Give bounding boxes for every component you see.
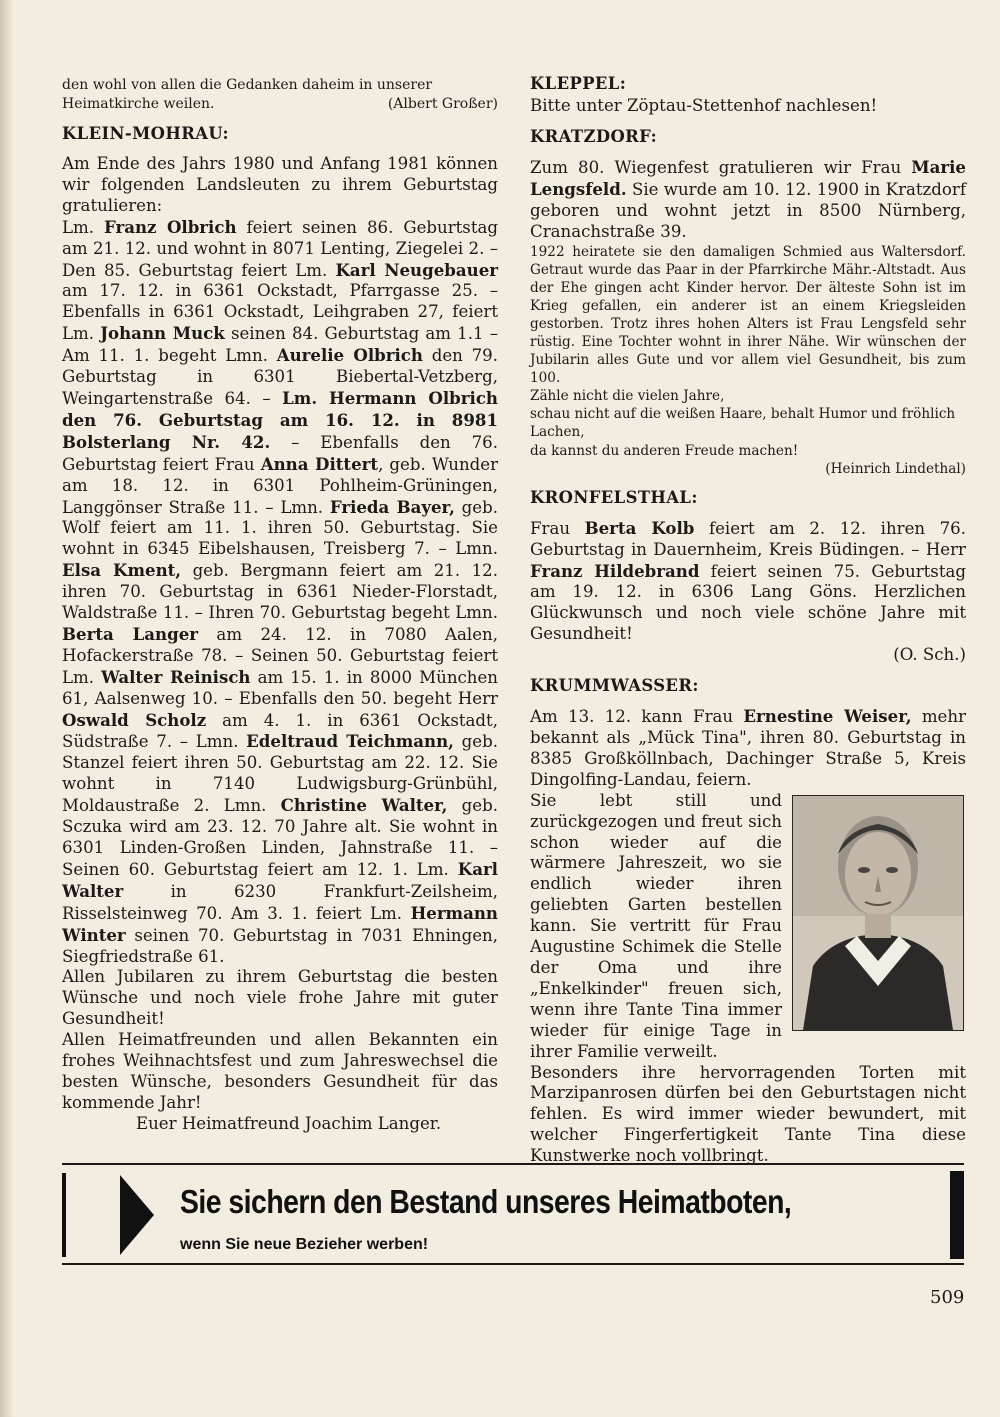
kratzdorf-story: 1922 heiratete sie den damaligen Schmied aus Waltersdorf. Getraut wurde das Paar in der Pfarrkirche Mähr.-Altstadt. Aus der Ehe gingen acht Kinder hervor. Der älteste Sohn ist im Krieg gefallen, ein anderer ist an einem Kriegsleiden gestorben. Trotz ihres hohen Alters ist Frau Lengsfeld sehr rüstig. Eine Tochter wohnt in ihrer Nähe. Wir wünschen der Jubilarin alles Gute und vor allem viel Gesundheit, bis zum 100. — [530, 243, 966, 387]
heading-klein-mohrau: KLEIN-MOHRAU: — [62, 124, 229, 143]
banner-left-bar — [62, 1173, 66, 1257]
left-column — [62, 76, 498, 1135]
subscriber-banner — [62, 1163, 964, 1265]
name-christine-walter: Christine Walter, — [280, 795, 448, 816]
intro-line: den wohl von allen die Gedanken daheim in unserer — [62, 77, 433, 93]
krummwasser-wrapped-text: Sie lebt still und zurückgezogen und freut sich schon wieder auf die wärmere Jahreszeit, wo sie endlich wieder ihren geliebten Garten bestellen kann. Sie vertritt für Frau Augustine Schimek die Stelle der Oma und ihre „Enkelkinder" freuen sich, wenn ihre Tante Tina immer wieder für einige Tage in ihrer Familie verweilt. — [530, 790, 782, 1061]
name-karl-walter: Karl Walter — [62, 858, 498, 901]
name-berta-langer: Berta Langer — [62, 623, 199, 644]
name-hermann-winter: Hermann Winter — [62, 902, 498, 945]
name-berta-kolb: Berta Kolb — [584, 517, 695, 538]
name-elsa-kment: Elsa Kment, — [62, 560, 182, 581]
poem-line-3: da kannst du anderen Freude machen! — [530, 442, 799, 459]
name-marie-lengsfeld: Marie Lengsfeld. — [530, 156, 966, 199]
portrait-photo — [792, 795, 964, 1031]
klein-mohrau-signature: Euer Heimatfreund Joachim Langer. — [136, 1113, 442, 1133]
heading-kleppel: KLEPPEL: — [530, 74, 627, 93]
banner-title: Sie sichern den Bestand unseres Heimatboten, — [180, 1183, 792, 1220]
intro-line-with-attribution — [62, 95, 498, 114]
name-anna-dittert: Anna Dittert — [260, 453, 379, 474]
klein-mohrau-birthdays: Lm. Franz Olbrich feiert seinen 86. Geburtstag am 21. 12. und wohnt in 8071 Lenting, Ziegelei 2. – Den 85. Geburtstag feiert Lm. Karl Neugebauer am 17. 12. in 6361 Ockstadt, Pfarrgasse 25. – Ebenfalls in 6361 Ockstadt, Leihgraben 27, feiert Lm. Johann Muck seinen 84. Geburtstag am 1.1 – Am 11. 1. begeht Lmn. Aurelie Olbrich den 79. Geburtstag in 6301 Biebertal-Vetzberg, Weingartenstraße 64. – Lm. Hermann Olbrich den 76. Geburtstag am 16. 12. in 8981 Bolsterlang Nr. 42. – Ebenfalls den 76. Geburtstag feiert Frau Anna Dittert, geb. Wunder am 18. 12. in 6301 Pohlheim-Grüningen, Langgönser Straße 11. – Lmn. Frieda Bayer, geb. Wolf feiert am 11. 1. ihren 50. Geburtstag. Sie wohnt in 6345 Eibelshausen, Treisberg 7. – Lmn. Elsa Kment, geb. Bergmann feiert am 21. 12. ihren 70. Geburtstag in 6361 Nieder-Florstadt, Waldstraße 11. – Ihren 70. Geburtstag begeht Lmn. Berta Langer am 24. 12. in 7080 Aalen, Hofackerstraße 78. – Seinen 50. Geburtstag feiert Lm. Walter Reinisch am 15. 1. in 8000 München 61, Aalsenweg 10. – Ebenfalls den 50. begeht Herr Oswald Scholz am 4. 1. in 6361 Ockstadt, Südstraße 7. – Lmn. Edeltraud Teichmann, geb. Stanzel feiert ihren 50. Geburtstag am 22. 12. Sie wohnt in 7140 Ludwigsburg-Grünbühl, Moldaustraße 2. Lmn. Christine Walter, geb. Sczuka wird am 23. 12. 70 Jahre alt. Sie wohnt in 6301 Linden-Großen Linden, Jahnstraße 11. – Seinen 60. Geburtstag feiert am 12. 1. Lm. Karl Walter in 6230 Frankfurt-Zeilsheim, Risselsteinweg 70. Am 3. 1. feiert Lm. Hermann Winter seinen 70. Geburtstag in 7031 Ehningen, Siegfriedstraße 61. — [62, 216, 499, 966]
name-walter-reinisch: Walter Reinisch — [101, 666, 251, 687]
name-karl-neugebauer: Karl Neugebauer — [335, 259, 498, 280]
page-binding-edge — [0, 0, 14, 1417]
kleppel-text: Bitte unter Zöptau-Stettenhof nachlesen! — [530, 96, 878, 115]
page-number: 509 — [930, 1287, 965, 1308]
name-franz-olbrich: Franz Olbrich — [104, 216, 237, 237]
name-ernestine-weiser: Ernestine Weiser, — [743, 706, 912, 727]
name-edeltraud-teichmann: Edeltraud Teichmann, — [246, 731, 454, 752]
name-franz-hildebrand: Franz Hildebrand — [530, 560, 700, 581]
poem-attribution: (Heinrich Lindethal) — [825, 460, 966, 477]
name-hermann-olbrich-entry: Lm. Hermann Olbrich den 76. Geburtstag am 16. 12. in 8981 Bolsterlang Nr. 42. — [62, 387, 498, 452]
klein-mohrau-christmas: Allen Heimatfreunden und allen Bekannten ein frohes Weihnachtsfest und zum Jahreswechsel die besten Wünsche, besonders Gesundheit für das kommende Jahr! — [62, 1030, 498, 1112]
krummwasser-intro: Am 13. 12. kann Frau Ernestine Weiser, mehr bekannt als „Mück Tina", ihren 80. Geburtstag in 8385 Großköllnbach, Dachinger Straße 5, Kreis Dingolfing-Landau, feiern. — [530, 706, 966, 789]
poem-line-2: schau nicht auf die weißen Haare, behalt Humor und fröhlich Lachen, — [530, 406, 956, 441]
banner-subtitle: wenn Sie neue Bezieher werben! — [180, 1236, 429, 1253]
kratzdorf-intro: Zum 80. Wiegenfest gratulieren wir Frau Marie Lengsfeld. Sie wurde am 10. 12. 1900 in Kratzdorf geboren und wohnt jetzt in 8500 Nürnberg, Cranachstraße 39. — [530, 156, 966, 241]
heading-kratzdorf: KRATZDORF: — [530, 126, 658, 146]
poem-line-1: Zähle nicht die vielen Jahre, — [530, 388, 725, 405]
heading-kronfelsthal: KRONFELSTHAL: — [530, 487, 698, 507]
arrow-right-icon — [120, 1175, 154, 1255]
photo-wrap-row — [530, 791, 966, 1063]
portrait-illustration — [793, 796, 963, 1030]
krummwasser-cakes: Besonders ihre hervorragenden Torten mit Marzipanrosen dürfen bei den Geburtstagen nicht fehlen. Es wird immer wieder bewundert, mit welcher Fingerfertigkeit Tante Tina diese Kunstwerke noch vollbringt. — [530, 1062, 966, 1166]
klein-mohrau-wishes: Allen Jubilaren zu ihrem Geburtstag die besten Wünsche und noch viele frohe Jahre mit guter Gesundheit! — [62, 967, 498, 1029]
klein-mohrau-intro: Am Ende des Jahrs 1980 und Anfang 1981 können wir folgenden Landsleuten zu ihrem Geburtstag gratulieren: — [62, 154, 498, 215]
name-frieda-bayer: Frieda Bayer, — [329, 496, 455, 517]
name-aurelie-olbrich: Aurelie Olbrich — [276, 345, 423, 366]
kronfelsthal-attribution: (O. Sch.) — [893, 645, 966, 665]
intro-line-end: Heimatkirche weilen. — [62, 96, 215, 112]
heading-krummwasser: KRUMMWASSER: — [530, 676, 699, 696]
right-column — [530, 76, 966, 1167]
intro-attribution: (Albert Großer) — [387, 96, 498, 112]
banner-right-bar — [950, 1171, 964, 1259]
kronfelsthal-text: Frau Berta Kolb feiert am 2. 12. ihren 76. Geburtstag in Dauernheim, Kreis Büdingen. – Herr Franz Hildebrand feiert seinen 75. Geburtstag am 19. 12. in 6306 Lang Göns. Herzlichen Glückwunsch und noch viele schöne Jahre mit Gesundheit! — [530, 517, 966, 644]
name-oswald-scholz: Oswald Scholz — [62, 709, 207, 730]
name-johann-muck: Johann Muck — [100, 323, 225, 344]
